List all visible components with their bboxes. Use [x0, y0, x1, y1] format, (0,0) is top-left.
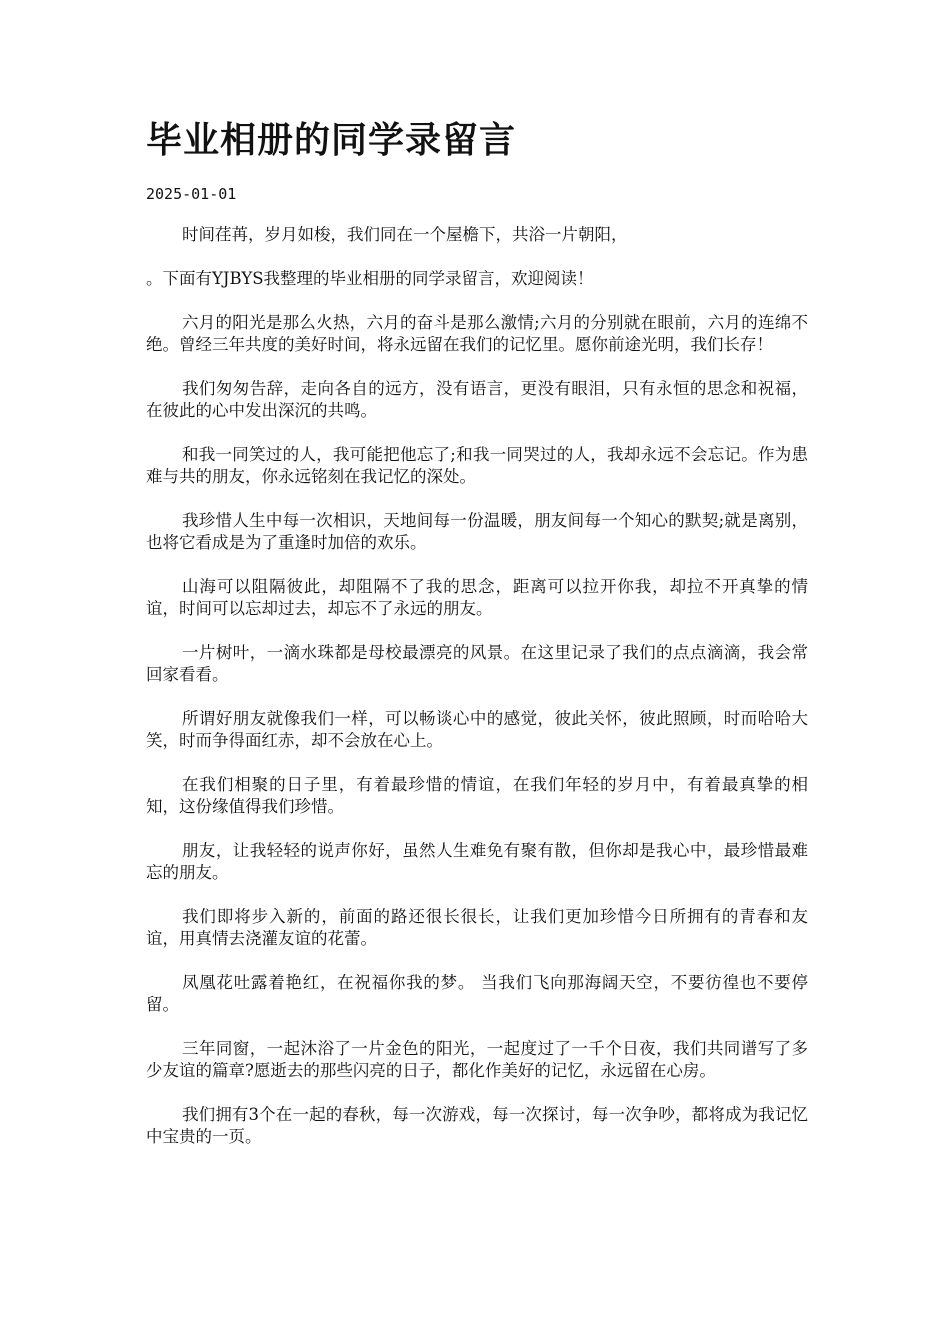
paragraph-10: 在我们相聚的日子里，有着最珍惜的情谊，在我们年轻的岁月中，有着最真挚的相知，这份缘值得我们珍惜。: [146, 775, 808, 816]
paragraph-13: 凤凰花吐露着艳红，在祝福你我的梦。 当我们飞向那海阔天空，不要彷徨也不要停留。: [146, 973, 808, 1014]
paragraph-3: 六月的阳光是那么火热，六月的奋斗是那么激情;六月的分别就在眼前，六月的连绵不绝。曾经三年共度的美好时间，将永远留在我们的记忆里。愿你前途光明，我们长存！: [146, 313, 808, 354]
document-title: 毕业相册的同学录留言: [146, 119, 517, 161]
document-date: 2025-01-01: [146, 185, 237, 203]
paragraph-1: 时间荏苒，岁月如梭，我们同在一个屋檐下，共浴一片朝阳，: [182, 225, 628, 244]
document-body: [146, 224, 808, 1170]
paragraph-14: 三年同窗，一起沐浴了一片金色的阳光，一起度过了一千个日夜，我们共同谱写了多少友谊的篇章?愿逝去的那些闪亮的日子，都化作美好的记忆，永远留在心房。: [146, 1039, 808, 1080]
paragraph-11: 朋友，让我轻轻的说声你好，虽然人生难免有聚有散，但你却是我心中，最珍惜最难忘的朋友。: [146, 841, 808, 882]
paragraph-4: 我们匆匆告辞，走向各自的远方，没有语言，更没有眼泪，只有永恒的思念和祝福，在彼此的心中发出深沉的共鸣。: [146, 379, 808, 420]
paragraph-15: 我们拥有3个在一起的春秋，每一次游戏，每一次探讨，每一次争吵，都将成为我记忆中宝贵的一页。: [146, 1105, 808, 1146]
paragraph-6: 我珍惜人生中每一次相识，天地间每一份温暖，朋友间每一个知心的默契;就是离别，也将它看成是为了重逢时加倍的欢乐。: [146, 511, 808, 552]
paragraph-7: 山海可以阻隔彼此，却阻隔不了我的思念，距离可以拉开你我，却拉不开真挚的情谊，时间可以忘却过去，却忘不了永远的朋友。: [146, 577, 808, 618]
paragraph-12: 我们即将步入新的，前面的路还很长很长，让我们更加珍惜今日所拥有的青春和友谊，用真情去浇灌友谊的花蕾。: [146, 907, 808, 948]
paragraph-8: 一片树叶，一滴水珠都是母校最漂亮的风景。在这里记录了我们的点点滴滴，我会常回家看看。: [146, 643, 808, 684]
paragraph-5: 和我一同笑过的人，我可能把他忘了;和我一同哭过的人，我却永远不会忘记。作为患难与共的朋友，你永远铭刻在我记忆的深处。: [146, 445, 808, 486]
paragraph-9: 所谓好朋友就像我们一样，可以畅谈心中的感觉，彼此关怀，彼此照顾，时而哈哈大笑，时而争得面红赤，却不会放在心上。: [146, 709, 808, 750]
paragraph-2: 。下面有YJBYS我整理的毕业相册的同学录留言，欢迎阅读！: [146, 269, 594, 288]
